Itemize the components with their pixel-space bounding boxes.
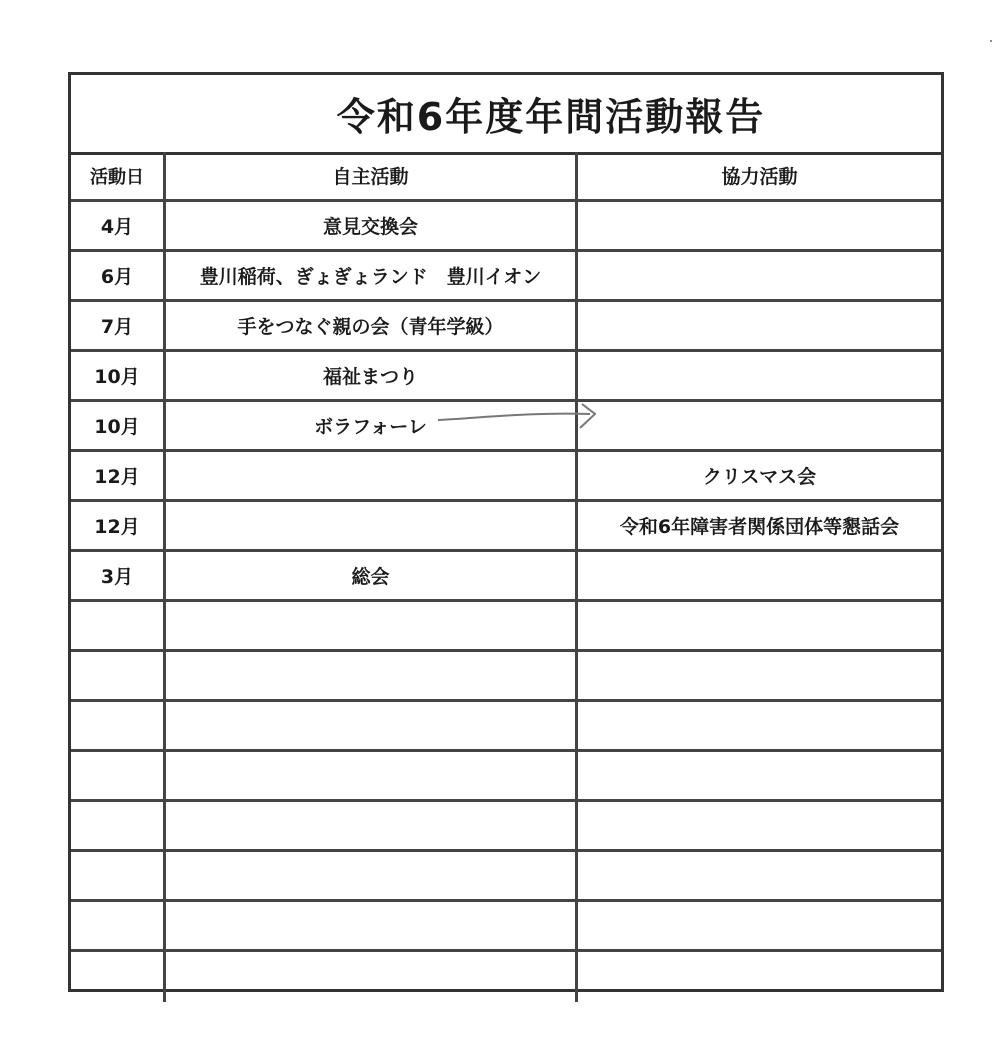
header-coop-activity: 協力活動: [721, 166, 798, 188]
date-cell: 6月: [71, 252, 166, 299]
coop-activity-cell: [578, 302, 941, 349]
table-row: [71, 652, 941, 702]
date-cell: 12月: [71, 452, 166, 499]
self-activity-cell: 総会: [166, 552, 578, 599]
coop-activity-cell: [578, 552, 941, 599]
activity-report-sheet: [68, 72, 944, 992]
self-activity-cell: [166, 452, 578, 499]
self-activity-cell: [166, 752, 578, 799]
date-cell: 10月: [71, 402, 166, 449]
table-row: [71, 952, 941, 1002]
coop-activity-cell: [578, 902, 941, 949]
table-row: [71, 452, 941, 502]
self-activity-cell: [166, 702, 578, 749]
coop-activity-cell: クリスマス会: [702, 466, 817, 488]
date-cell: 4月: [71, 202, 166, 249]
table-row: [71, 252, 941, 302]
table-row: [71, 752, 941, 802]
date-cell: [71, 752, 166, 799]
self-activity-cell: [166, 502, 578, 549]
self-activity-cell: 手をつなぐ親の会（青年学級）: [166, 302, 578, 349]
scan-speck: [990, 40, 992, 42]
table-row: [71, 202, 941, 252]
activity-table: [71, 152, 941, 1002]
table-row: [71, 302, 941, 352]
self-activity-cell: 意見交換会: [166, 202, 578, 249]
coop-activity-cell: [578, 602, 941, 649]
self-activity-cell: [166, 952, 578, 1002]
self-activity-cell: 豊川稲荷、ぎょぎょランド 豊川イオン: [166, 252, 578, 299]
self-activity-cell: [166, 852, 578, 899]
table-header-row: [71, 152, 941, 202]
table-row: [71, 552, 941, 602]
table-row: [71, 502, 941, 552]
coop-activity-cell: [578, 402, 941, 449]
coop-activity-cell: [578, 202, 941, 249]
table-row: [71, 902, 941, 952]
table-row: [71, 352, 941, 402]
date-cell: 3月: [71, 552, 166, 599]
table-row: [71, 852, 941, 902]
self-activity-cell: [166, 652, 578, 699]
date-cell: 10月: [71, 352, 166, 399]
date-cell: [71, 702, 166, 749]
date-cell: [71, 902, 166, 949]
self-activity-cell: [166, 802, 578, 849]
table-row: [71, 702, 941, 752]
coop-activity-cell: [578, 852, 941, 899]
date-cell: [71, 852, 166, 899]
header-date: 活動日: [71, 152, 166, 199]
coop-activity-cell: [578, 802, 941, 849]
coop-activity-cell: [578, 252, 941, 299]
handwritten-arrow-icon: [430, 398, 610, 438]
self-activity-cell: [166, 902, 578, 949]
self-activity-cell: 福祉まつり: [166, 352, 578, 399]
coop-activity-cell: [578, 652, 941, 699]
title-row: [71, 75, 941, 155]
self-activity-cell: [166, 602, 578, 649]
date-cell: 12月: [71, 502, 166, 549]
coop-activity-cell: 令和6年障害者関係団体等懇話会: [619, 516, 900, 538]
self-activity-cell: ボラフォーレ: [166, 402, 578, 449]
table-row: [71, 602, 941, 652]
coop-activity-cell: [578, 752, 941, 799]
date-cell: [71, 802, 166, 849]
coop-activity-cell: [578, 352, 941, 399]
date-cell: [71, 602, 166, 649]
table-row: [71, 802, 941, 852]
date-cell: 7月: [71, 302, 166, 349]
header-self-activity: 自主活動: [166, 152, 578, 199]
coop-activity-cell: [578, 702, 941, 749]
coop-activity-cell: [578, 952, 941, 1002]
report-title: 令和6年度年間活動報告: [336, 95, 766, 139]
date-cell: [71, 952, 166, 1002]
date-cell: [71, 652, 166, 699]
